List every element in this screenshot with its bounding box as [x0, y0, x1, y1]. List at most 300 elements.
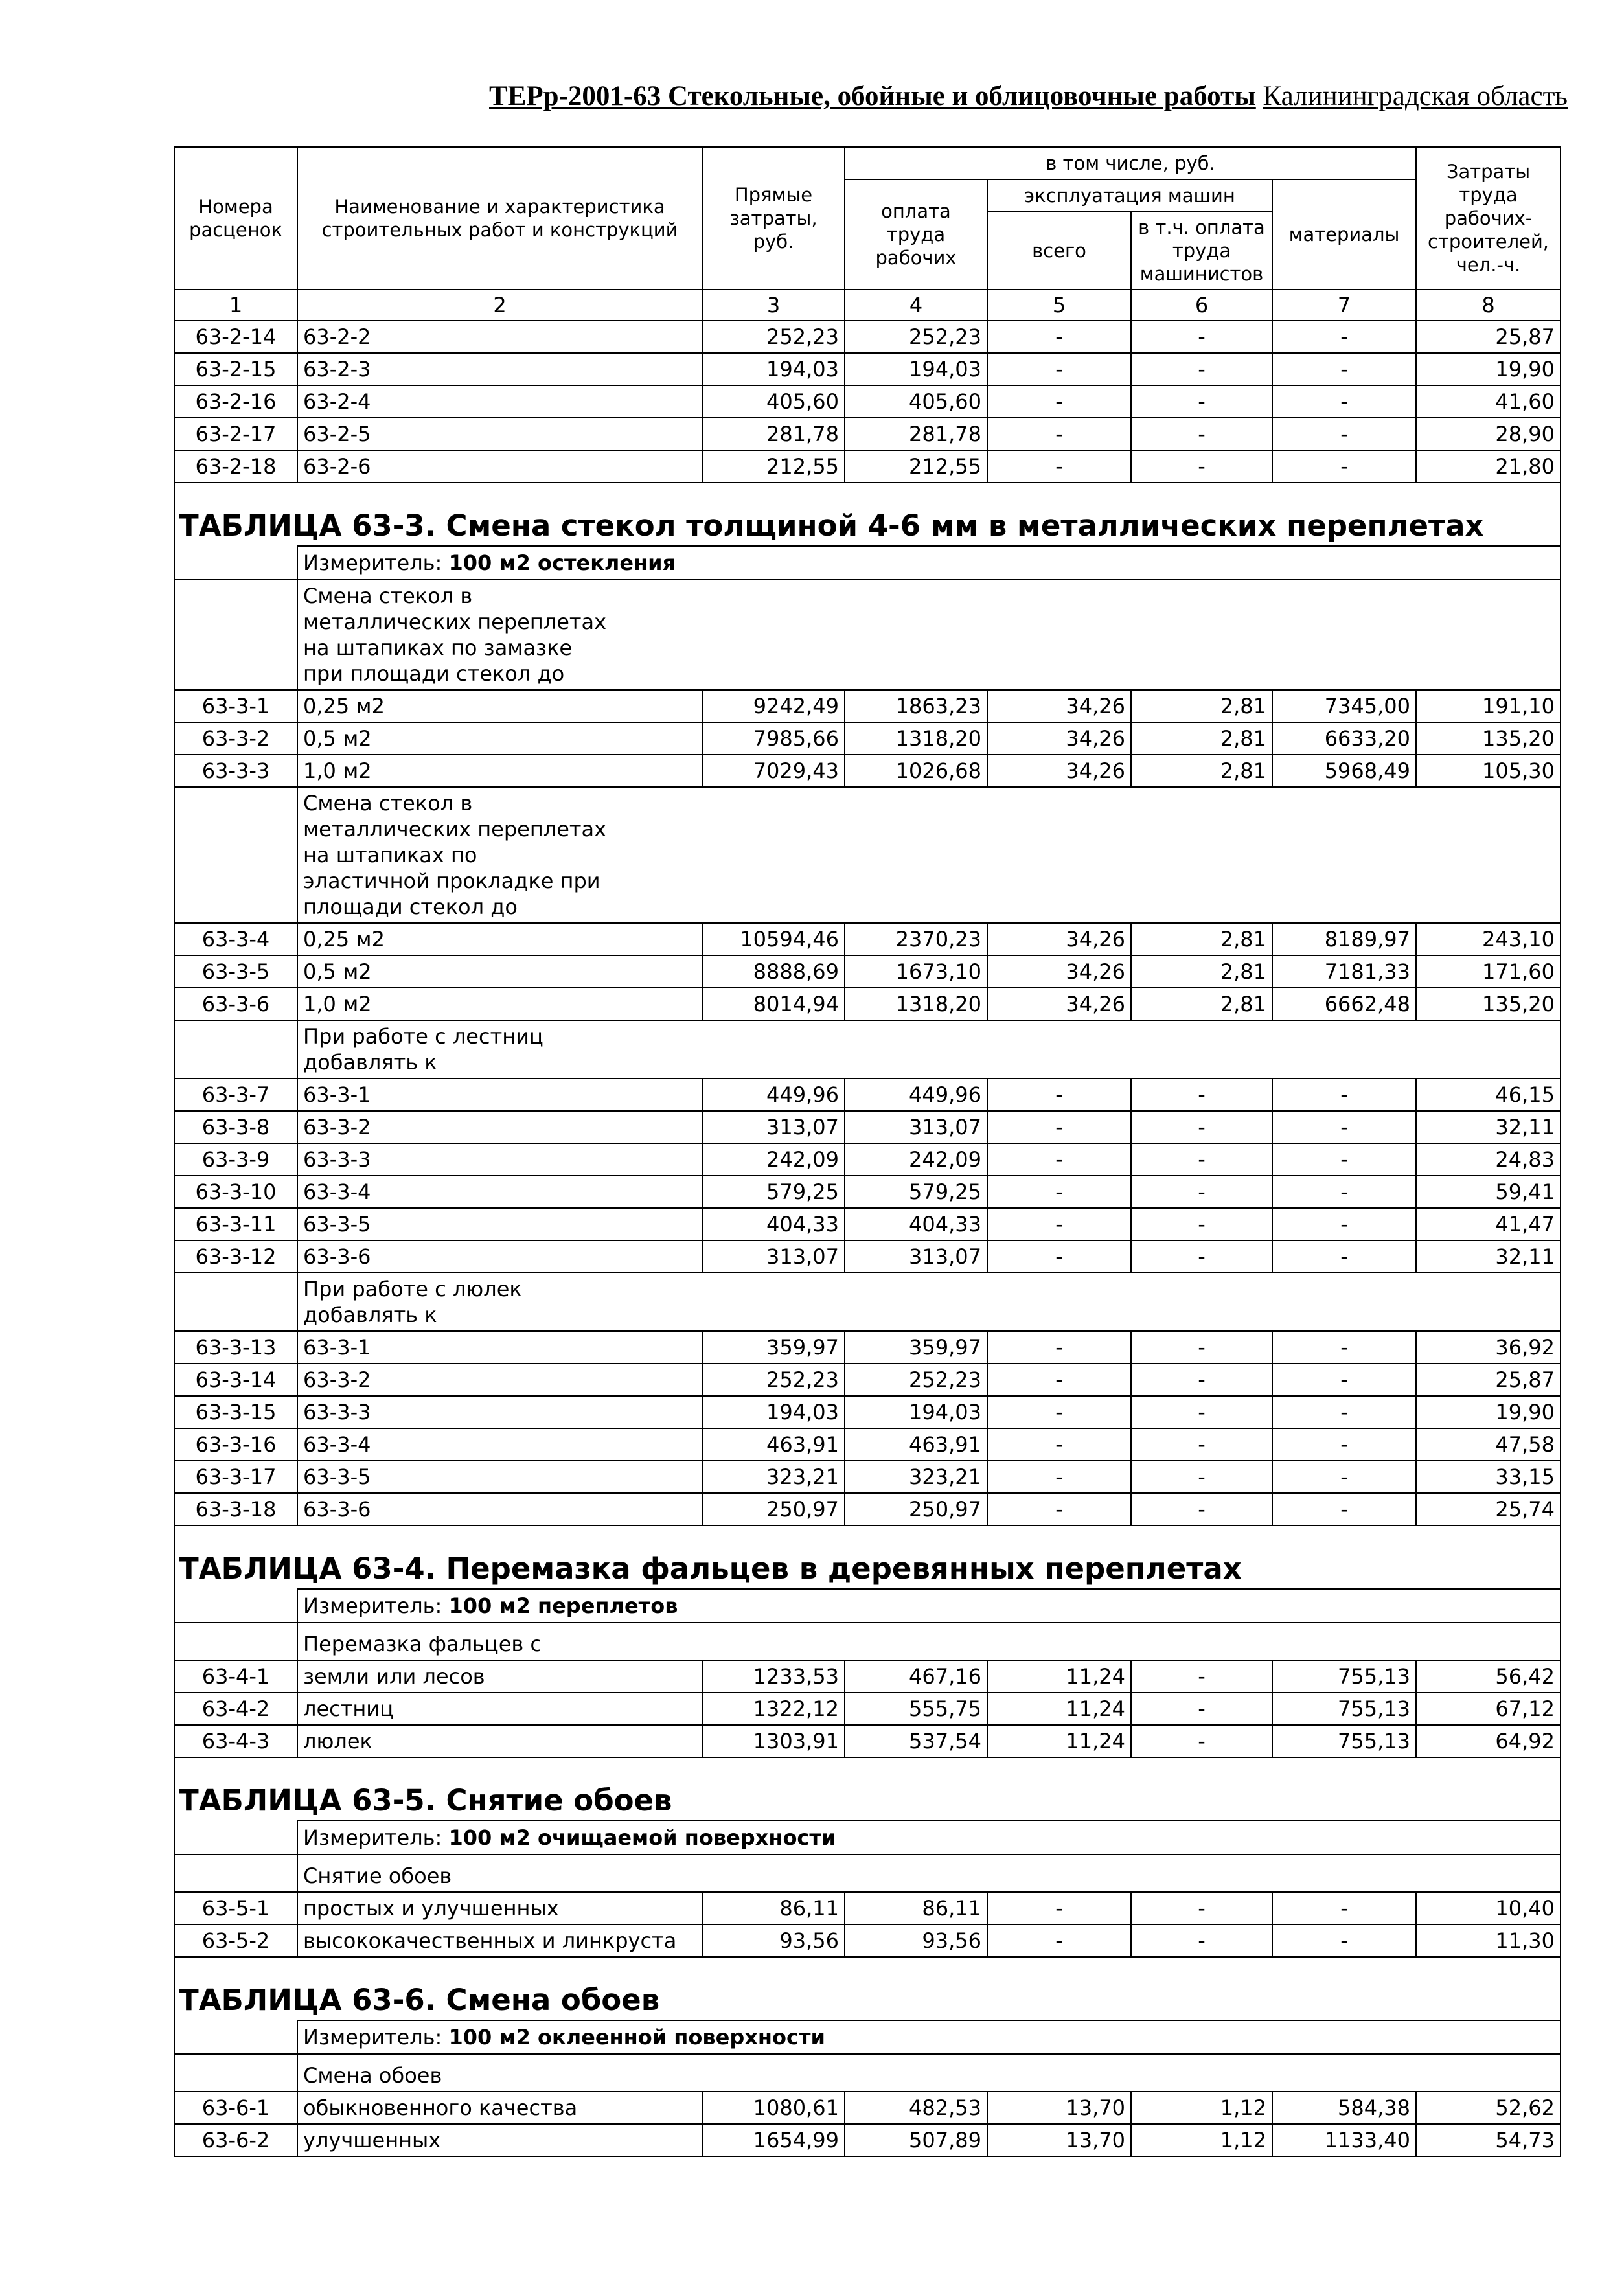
- table-row: [174, 1924, 1561, 1957]
- table-row: [174, 1693, 1561, 1725]
- measure-spacer: [174, 1821, 297, 1855]
- work-name: 63-3-6: [297, 1493, 702, 1525]
- measure-label: Измеритель:: [303, 1825, 449, 1850]
- direct-cost: 405,60: [702, 385, 845, 418]
- machines-total: -: [987, 353, 1131, 385]
- group-spacer: [174, 1273, 297, 1331]
- materials: 7345,00: [1272, 690, 1416, 722]
- rate-code: 63-2-14: [174, 321, 297, 353]
- group-title-row: [174, 580, 1561, 690]
- machines-total: 34,26: [987, 988, 1131, 1020]
- labor-cost: 46,15: [1416, 1079, 1561, 1111]
- wages: 1673,10: [845, 955, 987, 988]
- direct-cost: 86,11: [702, 1892, 845, 1924]
- materials: 7181,33: [1272, 955, 1416, 988]
- rate-code: 63-6-1: [174, 2092, 297, 2124]
- machinist-wages: -: [1131, 1461, 1272, 1493]
- wages: 463,91: [845, 1428, 987, 1461]
- wages: 405,60: [845, 385, 987, 418]
- machines-total: -: [987, 1396, 1131, 1428]
- machines-total: -: [987, 1924, 1131, 1957]
- wages: 1318,20: [845, 722, 987, 755]
- work-name: 63-3-2: [297, 1111, 702, 1143]
- rate-code: 63-3-18: [174, 1493, 297, 1525]
- materials: -: [1272, 1111, 1416, 1143]
- labor-cost: 135,20: [1416, 988, 1561, 1020]
- labor-cost: 56,42: [1416, 1660, 1561, 1693]
- machinist-wages: -: [1131, 1208, 1272, 1240]
- direct-cost: 449,96: [702, 1079, 845, 1111]
- direct-cost: 252,23: [702, 1364, 845, 1396]
- labor-cost: 64,92: [1416, 1725, 1561, 1757]
- machines-total: -: [987, 1428, 1131, 1461]
- machines-total: 34,26: [987, 722, 1131, 755]
- machines-total: -: [987, 1079, 1131, 1111]
- rate-code: 63-3-8: [174, 1111, 297, 1143]
- machinist-wages: -: [1131, 385, 1272, 418]
- work-name: 0,25 м2: [297, 923, 702, 955]
- col-num: 2: [297, 290, 702, 321]
- materials: -: [1272, 1892, 1416, 1924]
- machines-total: 34,26: [987, 690, 1131, 722]
- machinist-wages: -: [1131, 450, 1272, 483]
- direct-cost: 1080,61: [702, 2092, 845, 2124]
- work-name: 63-3-6: [297, 1240, 702, 1273]
- direct-cost: 281,78: [702, 418, 845, 450]
- machines-total: 11,24: [987, 1725, 1131, 1757]
- direct-cost: 313,07: [702, 1240, 845, 1273]
- work-name: земли или лесов: [297, 1660, 702, 1693]
- rate-code: 63-3-10: [174, 1176, 297, 1208]
- rate-code: 63-3-4: [174, 923, 297, 955]
- labor-cost: 41,60: [1416, 385, 1561, 418]
- group-spacer: [174, 1623, 297, 1660]
- wages: 194,03: [845, 1396, 987, 1428]
- labor-cost: 11,30: [1416, 1924, 1561, 1957]
- labor-cost: 25,87: [1416, 1364, 1561, 1396]
- work-name: 1,0 м2: [297, 755, 702, 787]
- group-text: Смена обоев: [303, 2063, 442, 2088]
- machinist-wages: -: [1131, 1176, 1272, 1208]
- machines-total: -: [987, 1461, 1131, 1493]
- group-title: [297, 1623, 1561, 1660]
- work-name: люлек: [297, 1725, 702, 1757]
- work-name: 63-3-1: [297, 1331, 702, 1364]
- table-row: [174, 1493, 1561, 1525]
- wages: 242,09: [845, 1143, 987, 1176]
- rate-code: 63-5-1: [174, 1892, 297, 1924]
- rates-table: [174, 146, 1561, 2157]
- group-text: При работе с люлек добавлять к: [303, 1277, 522, 1327]
- labor-cost: 33,15: [1416, 1461, 1561, 1493]
- col-num: 3: [702, 290, 845, 321]
- table-row: [174, 988, 1561, 1020]
- rate-code: 63-3-6: [174, 988, 297, 1020]
- materials: 755,13: [1272, 1660, 1416, 1693]
- measure-row: [174, 1589, 1561, 1623]
- labor-cost: 32,11: [1416, 1111, 1561, 1143]
- rate-code: 63-3-14: [174, 1364, 297, 1396]
- materials: -: [1272, 1396, 1416, 1428]
- group-spacer: [174, 787, 297, 923]
- labor-cost: 243,10: [1416, 923, 1561, 955]
- machinist-wages: 2,81: [1131, 955, 1272, 988]
- materials: 584,38: [1272, 2092, 1416, 2124]
- labor-cost: 47,58: [1416, 1428, 1561, 1461]
- rate-code: 63-2-17: [174, 418, 297, 450]
- machinist-wages: -: [1131, 1079, 1272, 1111]
- header-title: ТЕРр-2001-63 Стекольные, обойные и облицовочные работы: [489, 81, 1256, 111]
- machines-total: -: [987, 1143, 1131, 1176]
- wages: 537,54: [845, 1725, 987, 1757]
- group-title: [297, 1855, 1561, 1892]
- col-head-wages: оплата труда рабочих: [845, 179, 987, 290]
- direct-cost: 1233,53: [702, 1660, 845, 1693]
- rate-code: 63-3-11: [174, 1208, 297, 1240]
- col-head-machines: эксплуатация машин: [987, 179, 1272, 212]
- labor-cost: 25,87: [1416, 321, 1561, 353]
- work-name: 63-3-3: [297, 1396, 702, 1428]
- group-title-row: [174, 1623, 1561, 1660]
- direct-cost: 212,55: [702, 450, 845, 483]
- machinist-wages: -: [1131, 1240, 1272, 1273]
- machinist-wages: 2,81: [1131, 923, 1272, 955]
- direct-cost: 7029,43: [702, 755, 845, 787]
- rate-code: 63-3-17: [174, 1461, 297, 1493]
- work-name: 63-2-2: [297, 321, 702, 353]
- work-name: 63-3-2: [297, 1364, 702, 1396]
- table-row: [174, 2092, 1561, 2124]
- work-name: улучшенных: [297, 2124, 702, 2156]
- rate-code: 63-4-3: [174, 1725, 297, 1757]
- machinist-wages: -: [1131, 1924, 1272, 1957]
- direct-cost: 1303,91: [702, 1725, 845, 1757]
- machinist-wages: -: [1131, 321, 1272, 353]
- machines-total: -: [987, 1493, 1131, 1525]
- rate-code: 63-3-3: [174, 755, 297, 787]
- wages: 281,78: [845, 418, 987, 450]
- group-text: При работе с лестниц добавлять к: [303, 1024, 543, 1075]
- table-row: [174, 1364, 1561, 1396]
- labor-cost: 36,92: [1416, 1331, 1561, 1364]
- wages: 323,21: [845, 1461, 987, 1493]
- direct-cost: 463,91: [702, 1428, 845, 1461]
- work-name: 63-2-4: [297, 385, 702, 418]
- machinist-wages: -: [1131, 1660, 1272, 1693]
- col-num: 8: [1416, 290, 1561, 321]
- direct-cost: 93,56: [702, 1924, 845, 1957]
- col-head-machinist: в т.ч. оплата труда машинистов: [1131, 212, 1272, 290]
- wages: 93,56: [845, 1924, 987, 1957]
- table-row: [174, 1331, 1561, 1364]
- wages: 507,89: [845, 2124, 987, 2156]
- machines-total: 34,26: [987, 923, 1131, 955]
- measure-value: 100 м2 остекления: [448, 551, 676, 575]
- section-title-row: [174, 1525, 1561, 1589]
- work-name: лестниц: [297, 1693, 702, 1725]
- wages: 86,11: [845, 1892, 987, 1924]
- materials: -: [1272, 1924, 1416, 1957]
- rate-code: 63-3-1: [174, 690, 297, 722]
- rate-code: 63-6-2: [174, 2124, 297, 2156]
- col-head-labor: [1416, 147, 1561, 290]
- group-title-row: [174, 787, 1561, 923]
- labor-cost: 32,11: [1416, 1240, 1561, 1273]
- machinist-wages: -: [1131, 353, 1272, 385]
- machinist-wages: -: [1131, 1111, 1272, 1143]
- section-title-row: [174, 1757, 1561, 1821]
- group-spacer: [174, 1020, 297, 1079]
- materials: 755,13: [1272, 1693, 1416, 1725]
- group-text: Снятие обоев: [303, 1864, 452, 1888]
- direct-cost: 194,03: [702, 1396, 845, 1428]
- machinist-wages: 2,81: [1131, 755, 1272, 787]
- measure-spacer: [174, 2020, 297, 2054]
- machinist-wages: 1,12: [1131, 2092, 1272, 2124]
- labor-cost: 41,47: [1416, 1208, 1561, 1240]
- work-name: 63-2-3: [297, 353, 702, 385]
- direct-cost: 252,23: [702, 321, 845, 353]
- table-row: [174, 2124, 1561, 2156]
- labor-cost: 21,80: [1416, 450, 1561, 483]
- table-row: [174, 1461, 1561, 1493]
- materials: 5968,49: [1272, 755, 1416, 787]
- work-name: 0,25 м2: [297, 690, 702, 722]
- col-head-labor-unit: чел.-ч.: [1456, 254, 1521, 276]
- labor-cost: 105,30: [1416, 755, 1561, 787]
- machinist-wages: 2,81: [1131, 988, 1272, 1020]
- table-row: [174, 1396, 1561, 1428]
- materials: -: [1272, 1364, 1416, 1396]
- table-row: [174, 385, 1561, 418]
- direct-cost: 8888,69: [702, 955, 845, 988]
- rate-code: 63-3-15: [174, 1396, 297, 1428]
- direct-cost: 10594,46: [702, 923, 845, 955]
- col-num: 5: [987, 290, 1131, 321]
- wages: 252,23: [845, 321, 987, 353]
- column-numbers-row: [174, 290, 1561, 321]
- direct-cost: 323,21: [702, 1461, 845, 1493]
- group-spacer: [174, 1855, 297, 1892]
- section-title: ТАБЛИЦА 63-6. Смена обоев: [174, 1957, 1561, 2020]
- measure-row: [174, 2020, 1561, 2054]
- machinist-wages: -: [1131, 1331, 1272, 1364]
- col-num: 7: [1272, 290, 1416, 321]
- rate-code: 63-3-16: [174, 1428, 297, 1461]
- wages: 313,07: [845, 1240, 987, 1273]
- rate-code: 63-3-5: [174, 955, 297, 988]
- machinist-wages: -: [1131, 1493, 1272, 1525]
- table-row: [174, 418, 1561, 450]
- materials: 755,13: [1272, 1725, 1416, 1757]
- machinist-wages: 2,81: [1131, 722, 1272, 755]
- page-header: [376, 80, 1568, 119]
- work-name: 0,5 м2: [297, 722, 702, 755]
- work-name: 63-3-4: [297, 1176, 702, 1208]
- materials: -: [1272, 1143, 1416, 1176]
- group-title-row: [174, 1020, 1561, 1079]
- col-head-materials: материалы: [1272, 179, 1416, 290]
- work-name: 63-3-4: [297, 1428, 702, 1461]
- table-row: [174, 321, 1561, 353]
- materials: -: [1272, 1331, 1416, 1364]
- section-title: ТАБЛИЦА 63-4. Перемазка фальцев в деревянных переплетах: [174, 1525, 1561, 1589]
- work-name: 63-3-5: [297, 1208, 702, 1240]
- labor-cost: 19,90: [1416, 353, 1561, 385]
- measure-spacer: [174, 1589, 297, 1623]
- direct-cost: 359,97: [702, 1331, 845, 1364]
- table-row: [174, 1143, 1561, 1176]
- labor-cost: 191,10: [1416, 690, 1561, 722]
- table-row: [174, 1240, 1561, 1273]
- group-title-row: [174, 2054, 1561, 2092]
- machines-total: 34,26: [987, 955, 1131, 988]
- materials: -: [1272, 450, 1416, 483]
- table-row: [174, 450, 1561, 483]
- direct-cost: 8014,94: [702, 988, 845, 1020]
- machinist-wages: -: [1131, 1364, 1272, 1396]
- group-spacer: [174, 2054, 297, 2092]
- direct-cost: 313,07: [702, 1111, 845, 1143]
- rate-code: 63-3-9: [174, 1143, 297, 1176]
- wages: 2370,23: [845, 923, 987, 955]
- col-head-labor-text: Затраты труда рабочих-строителей,: [1428, 161, 1550, 253]
- header-region: Калининградская область: [1263, 81, 1568, 111]
- measure-value: 100 м2 оклеенной поверхности: [448, 2025, 825, 2050]
- measure-cell: [297, 2020, 1561, 2054]
- table-row: [174, 1892, 1561, 1924]
- machines-total: -: [987, 450, 1131, 483]
- rate-code: 63-3-12: [174, 1240, 297, 1273]
- wages: 252,23: [845, 1364, 987, 1396]
- group-title-row: [174, 1855, 1561, 1892]
- machines-total: -: [987, 1111, 1131, 1143]
- measure-cell: [297, 1821, 1561, 1855]
- materials: 6662,48: [1272, 988, 1416, 1020]
- section-title-row: [174, 1957, 1561, 2020]
- machinist-wages: 2,81: [1131, 690, 1272, 722]
- machines-total: 11,24: [987, 1693, 1131, 1725]
- materials: 1133,40: [1272, 2124, 1416, 2156]
- machinist-wages: 1,12: [1131, 2124, 1272, 2156]
- materials: -: [1272, 1428, 1416, 1461]
- machines-total: -: [987, 1892, 1131, 1924]
- wages: 579,25: [845, 1176, 987, 1208]
- labor-cost: 59,41: [1416, 1176, 1561, 1208]
- labor-cost: 19,90: [1416, 1396, 1561, 1428]
- table-row: [174, 690, 1561, 722]
- labor-cost: 67,12: [1416, 1693, 1561, 1725]
- materials: -: [1272, 1176, 1416, 1208]
- direct-cost: 1654,99: [702, 2124, 845, 2156]
- work-name: 63-2-5: [297, 418, 702, 450]
- materials: -: [1272, 353, 1416, 385]
- wages: 359,97: [845, 1331, 987, 1364]
- labor-cost: 52,62: [1416, 2092, 1561, 2124]
- direct-cost: 404,33: [702, 1208, 845, 1240]
- materials: -: [1272, 1493, 1416, 1525]
- direct-cost: 1322,12: [702, 1693, 845, 1725]
- table-row: [174, 1208, 1561, 1240]
- machinist-wages: -: [1131, 1892, 1272, 1924]
- work-name: 63-3-3: [297, 1143, 702, 1176]
- measure-row: [174, 1821, 1561, 1855]
- wages: 1318,20: [845, 988, 987, 1020]
- group-title-row: [174, 1273, 1561, 1331]
- machines-total: -: [987, 385, 1131, 418]
- col-head-code: Номера расценок: [174, 147, 297, 290]
- rate-code: 63-2-15: [174, 353, 297, 385]
- direct-cost: 579,25: [702, 1176, 845, 1208]
- wages: 250,97: [845, 1493, 987, 1525]
- materials: -: [1272, 1240, 1416, 1273]
- wages: 482,53: [845, 2092, 987, 2124]
- col-head-name: Наименование и характеристика строительных работ и конструкций: [297, 147, 702, 290]
- direct-cost: 9242,49: [702, 690, 845, 722]
- direct-cost: 194,03: [702, 353, 845, 385]
- machinist-wages: -: [1131, 1693, 1272, 1725]
- work-name: высококачественных и линкруста: [297, 1924, 702, 1957]
- col-head-direct: Прямые затраты, руб.: [702, 147, 845, 290]
- table-row: [174, 1176, 1561, 1208]
- work-name: 63-3-1: [297, 1079, 702, 1111]
- labor-cost: 24,83: [1416, 1143, 1561, 1176]
- measure-value: 100 м2 очищаемой поверхности: [448, 1825, 836, 1850]
- group-title: [297, 2054, 1561, 2092]
- labor-cost: 171,60: [1416, 955, 1561, 988]
- materials: -: [1272, 385, 1416, 418]
- work-name: простых и улучшенных: [297, 1892, 702, 1924]
- header-row-1: [174, 147, 1561, 179]
- col-num: 4: [845, 290, 987, 321]
- rate-code: 63-2-18: [174, 450, 297, 483]
- direct-cost: 250,97: [702, 1493, 845, 1525]
- table-row: [174, 1428, 1561, 1461]
- measure-label: Измеритель:: [303, 1593, 449, 1618]
- rate-code: 63-4-2: [174, 1693, 297, 1725]
- group-title: [297, 580, 1561, 690]
- wages: 404,33: [845, 1208, 987, 1240]
- machinist-wages: -: [1131, 418, 1272, 450]
- section-title-row: [174, 483, 1561, 546]
- machinist-wages: -: [1131, 1396, 1272, 1428]
- col-head-incl: в том числе, руб.: [845, 147, 1416, 179]
- direct-cost: 7985,66: [702, 722, 845, 755]
- measure-spacer: [174, 546, 297, 580]
- table-row: [174, 923, 1561, 955]
- table-row: [174, 1725, 1561, 1757]
- machines-total: -: [987, 1364, 1131, 1396]
- col-num: 1: [174, 290, 297, 321]
- machinist-wages: -: [1131, 1725, 1272, 1757]
- table-row: [174, 1660, 1561, 1693]
- wages: 555,75: [845, 1693, 987, 1725]
- table-row: [174, 353, 1561, 385]
- rate-code: 63-5-2: [174, 1924, 297, 1957]
- table-row: [174, 755, 1561, 787]
- measure-row: [174, 546, 1561, 580]
- table-body: [174, 147, 1561, 2156]
- machines-total: 13,70: [987, 2092, 1131, 2124]
- work-name: 0,5 м2: [297, 955, 702, 988]
- materials: -: [1272, 1208, 1416, 1240]
- machines-total: -: [987, 1176, 1131, 1208]
- table-row: [174, 955, 1561, 988]
- wages: 449,96: [845, 1079, 987, 1111]
- group-title: [297, 1020, 1561, 1079]
- rate-code: 63-2-16: [174, 385, 297, 418]
- rate-code: 63-4-1: [174, 1660, 297, 1693]
